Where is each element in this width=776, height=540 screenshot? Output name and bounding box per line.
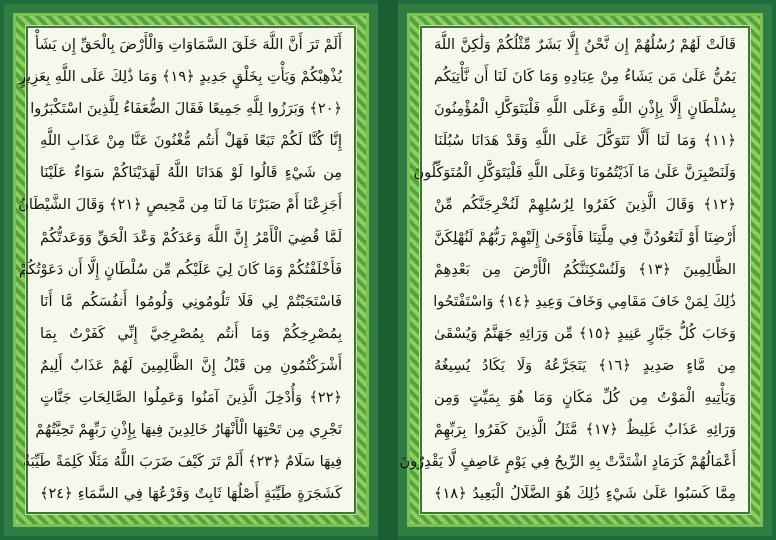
text-line: فَأَخْلَفْتُكُمْ وَمَا كَانَ لِيَ عَلَيْكُم مِّن سُلْطَانٍ إِلَّا أَن دَعَوْتُكُمْ bbox=[18, 261, 342, 278]
text-line: وَرَائِهِ عَذَابٌ غَلِيظٌ ﴿١٧﴾ مَّثَلُ الَّذِينَ كَفَرُوا بِرَبِّهِمْ bbox=[434, 422, 736, 439]
right-page bbox=[398, 4, 772, 536]
text-line: كَشَجَرَةٍ طَيِّبَةٍ أَصْلُهَا ثَابِتٌ وَفَرْعُهَا فِي السَّمَاءِ ﴿٢٤﴾ bbox=[40, 486, 342, 503]
text-line: ﴿٢٢﴾ وَأُدْخِلَ الَّذِينَ آمَنُوا وَعَمِلُوا الصَّالِحَاتِ جَنَّاتٍ bbox=[40, 390, 342, 407]
text-line: ﴿١٢﴾ وَقَالَ الَّذِينَ كَفَرُوا لِرُسُلِهِمْ لَنُخْرِجَنَّكُم مِّنْ bbox=[434, 197, 736, 214]
text-line: أَرْضِنَا أَوْ لَتَعُودُنَّ فِي مِلَّتِنَا فَأَوْحَىٰ إِلَيْهِمْ رَبُّهُمْ لَنُهْلِكَنَّ bbox=[434, 229, 736, 246]
text-line: مِمَّا كَسَبُوا عَلَىٰ شَيْءٍ ذَٰلِكَ هُوَ الضَّلَالُ الْبَعِيدُ ﴿١٨﴾ bbox=[434, 486, 736, 503]
text-line: الظَّالِمِينَ ﴿١٣﴾ وَلَنُسْكِنَنَّكُمُ الْأَرْضَ مِن بَعْدِهِمْ bbox=[434, 261, 736, 278]
text-line: يَمُنُّ عَلَىٰ مَن يَشَاءُ مِنْ عِبَادِهِ وَمَا كَانَ لَنَا أَن نَّأْتِيَكُم bbox=[434, 69, 736, 86]
text-line: قَالَتْ لَهُمْ رُسُلُهُمْ إِن نَّحْنُ إِلَّا بَشَرٌ مِّثْلُكُمْ وَلَٰكِنَّ اللَّهَ bbox=[434, 37, 736, 53]
text-line: أَشْرَكْتُمُونِ مِن قَبْلُ إِنَّ الظَّالِمِينَ لَهُمْ عَذَابٌ أَلِيمٌ bbox=[40, 357, 342, 374]
right-page-ornamental-border bbox=[399, 13, 763, 527]
text-line: فِيهَا سَلَامٌ ﴿٢٣﴾ أَلَمْ تَرَ كَيْفَ ضَرَبَ اللَّهُ مَثَلًا كَلِمَةً طَيِّبَةً bbox=[23, 454, 342, 471]
text-line: أَلَمْ تَرَ أَنَّ اللَّهَ خَلَقَ السَّمَاوَاتِ وَالْأَرْضَ بِالْحَقِّ إِن يَشَأْ bbox=[35, 37, 342, 53]
left-page-ornamental-border bbox=[13, 13, 369, 527]
text-line: تَجْرِي مِن تَحْتِهَا الْأَنْهَارُ خَالِدِينَ فِيهَا بِإِذْنِ رَبِّهِمْ تَحِيَّتُهُمْ bbox=[35, 422, 342, 439]
text-line: وَلَنَصْبِرَنَّ عَلَىٰ مَا آذَيْتُمُونَا وَعَلَى اللَّهِ فَلْيَتَوَكَّلِ الْمُتَوَكِّلُونَ bbox=[413, 165, 736, 182]
text-line: ذَٰلِكَ لِمَنْ خَافَ مَقَامِي وَخَافَ وَعِيدِ ﴿١٤﴾ وَاسْتَفْتَحُوا bbox=[433, 293, 736, 310]
left-page bbox=[4, 4, 378, 536]
text-line: وَخَابَ كُلُّ جَبَّارٍ عَنِيدٍ ﴿١٥﴾ مِّن وَرَائِهِ جَهَنَّمُ وَيُسْقَىٰ bbox=[434, 325, 736, 342]
right-page-text-area bbox=[399, 26, 750, 514]
left-page-text-area bbox=[18, 26, 356, 514]
page-gutter bbox=[378, 0, 398, 540]
text-line: أَعْمَالُهُمْ كَرَمَادٍ اشْتَدَّتْ بِهِ الرِّيحُ فِي يَوْمٍ عَاصِفٍ لَّا يَقْدِرُونَ bbox=[399, 454, 736, 471]
text-line: مِن مَّاءٍ صَدِيدٍ ﴿١٦﴾ يَتَجَرَّعُهُ وَلَا يَكَادُ يُسِيغُهُ bbox=[434, 357, 737, 374]
text-line: ﴿١١﴾ وَمَا لَنَا أَلَّا نَتَوَكَّلَ عَلَى اللَّهِ وَقَدْ هَدَانَا سُبُلَنَا bbox=[434, 133, 736, 150]
text-line: فَاسْتَجَبْتُمْ لِي فَلَا تَلُومُونِي وَلُومُوا أَنفُسَكُم مَّا أَنَا bbox=[40, 293, 342, 310]
text-line: لَمَّا قُضِيَ الْأَمْرُ إِنَّ اللَّهَ وَعَدَكُمْ وَعْدَ الْحَقِّ وَوَعَدتُّكُمْ bbox=[40, 229, 342, 246]
text-line: وَيَأْتِيهِ الْمَوْتُ مِن كُلِّ مَكَانٍ وَمَا هُوَ بِمَيِّتٍ وَمِن bbox=[434, 390, 736, 407]
text-line: بِسُلْطَانٍ إِلَّا بِإِذْنِ اللَّهِ وَعَلَى اللَّهِ فَلْيَتَوَكَّلِ الْمُؤْمِنُونَ bbox=[434, 101, 736, 118]
text-line: ﴿٢٠﴾ وَبَرَزُوا لِلَّهِ جَمِيعًا فَقَالَ الضُّعَفَاءُ لِلَّذِينَ اسْتَكْبَرُوا bbox=[30, 101, 342, 118]
text-line: يُذْهِبْكُمْ وَيَأْتِ بِخَلْقٍ جَدِيدٍ ﴿١٩﴾ وَمَا ذَٰلِكَ عَلَى اللَّهِ بِعَزِيزٍ bbox=[19, 69, 342, 86]
text-line: بِمُصْرِخِكُمْ وَمَا أَنتُم بِمُصْرِخِيَّ إِنِّي كَفَرْتُ بِمَا bbox=[40, 325, 342, 342]
text-line: أَجَزِعْنَا أَمْ صَبَرْنَا مَا لَنَا مِن مَّحِيصٍ ﴿٢١﴾ وَقَالَ الشَّيْطَانُ bbox=[18, 197, 342, 214]
text-line: إِنَّا كُنَّا لَكُمْ تَبَعًا فَهَلْ أَنتُم مُّغْنُونَ عَنَّا مِنْ عَذَابِ اللَّهِ bbox=[40, 133, 342, 150]
text-line: مِن شَيْءٍ قَالُوا لَوْ هَدَانَا اللَّهُ لَهَدَيْنَاكُمْ سَوَاءٌ عَلَيْنَا bbox=[40, 165, 342, 182]
